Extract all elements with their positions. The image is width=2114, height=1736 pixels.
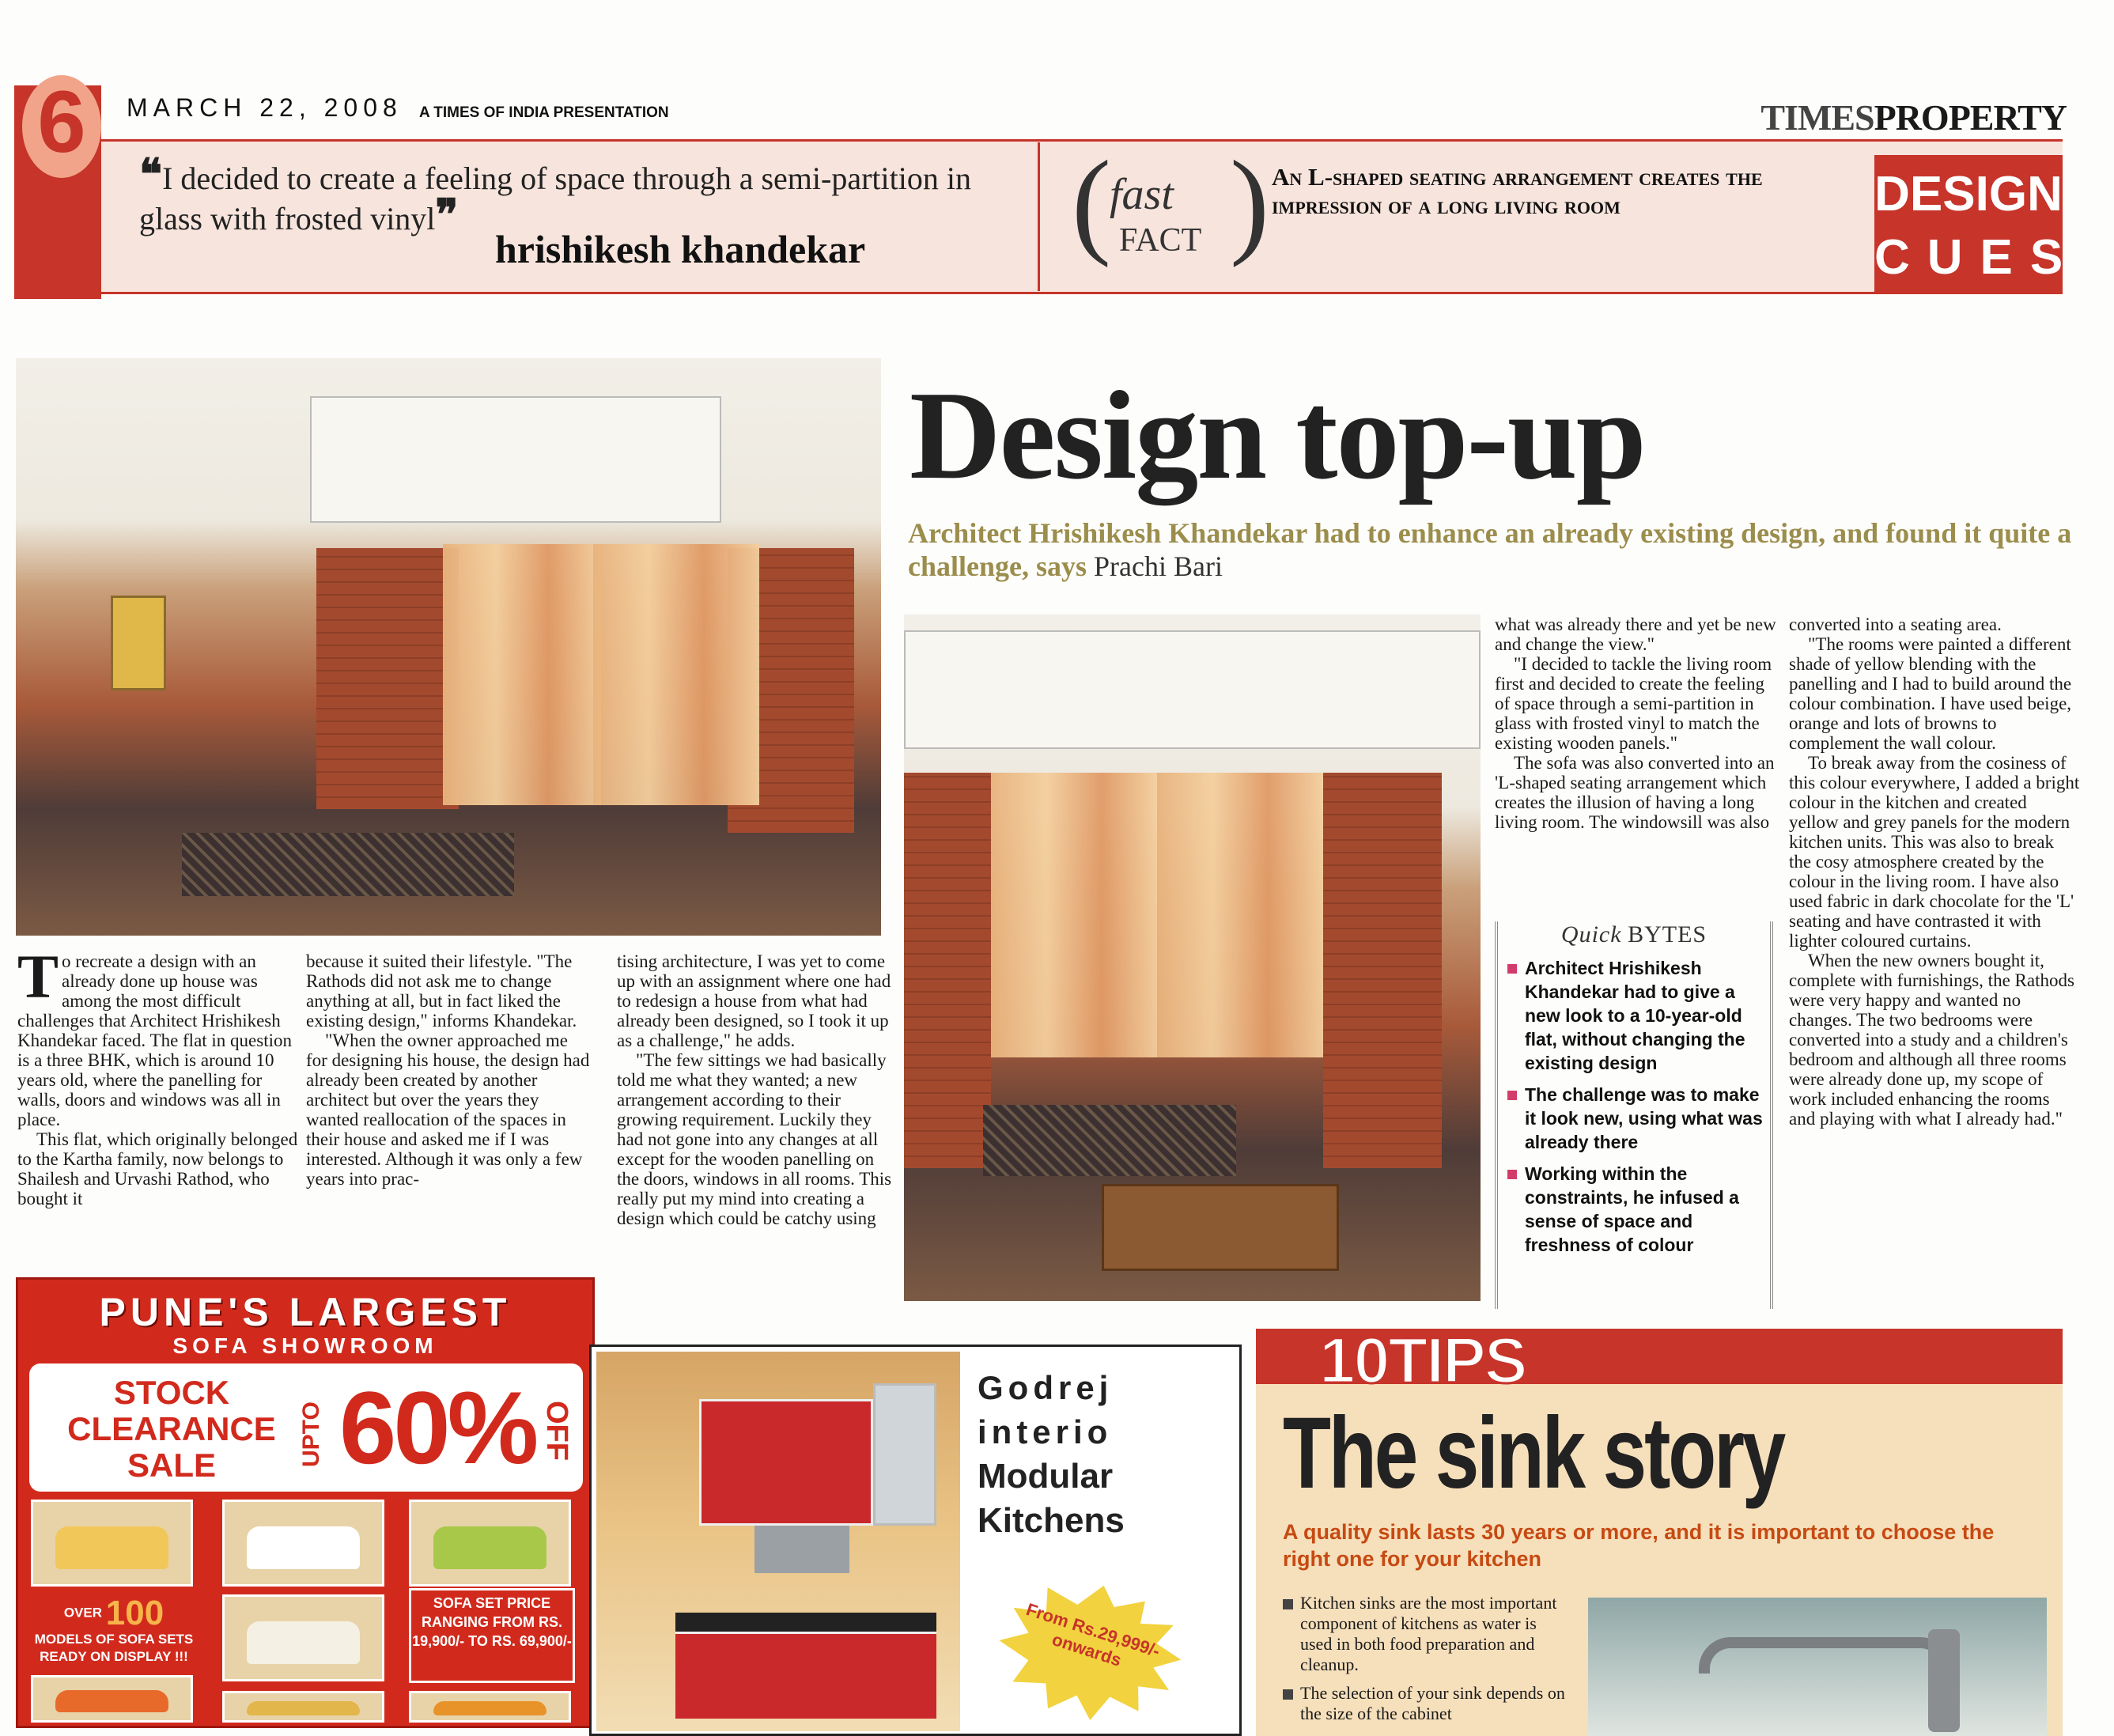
section-word-2: CUES — [1874, 230, 2081, 285]
upper-cabinets — [699, 1399, 873, 1526]
close-quote-icon: ❞ — [435, 191, 459, 239]
quick-word: Quick — [1560, 921, 1622, 947]
pull-quote-author: hrishikesh khandekar — [495, 227, 866, 271]
section-word-1: DESIGN — [1874, 167, 2063, 221]
fact-word: FACT — [1119, 222, 1202, 259]
quick-bytes-item: Architect Hrishikesh Khandekar had to give a new look to a 10-year-old flat, without changing the existing design — [1498, 956, 1770, 1075]
deck-text: Architect Hrishikesh Khandekar had to enhance an already existing design, and found it quite a challenge, says — [908, 517, 2072, 582]
byline: Prachi Bari — [1094, 550, 1223, 582]
product-line: Modular — [978, 1457, 1114, 1496]
paragraph: "When the owner approached me for designing his house, the design had already been created by another architect but over the years they wanted reallocation of the spaces in their house and asked me if I was interested. Although it was only a few years into prac- — [306, 1031, 590, 1189]
coffee-table — [1102, 1184, 1339, 1271]
sofa-showroom-ad — [16, 1277, 595, 1728]
paragraph: When the new owners bought it, complete with furnishings, the Rathods were very happy and wanted no changes. The two bedrooms were converted into a study and a children's bedroom and although all three rooms were already done up, my scope of work included enhancing the rooms and playing with what I already had." — [1789, 951, 2074, 1129]
sofa-thumbnail — [409, 1500, 571, 1587]
ad-subhead: SOFA SHOWROOM — [172, 1333, 438, 1358]
godrej-kitchen-ad — [589, 1345, 1242, 1736]
curtain — [991, 773, 1157, 1057]
discount-percent: 60% — [339, 1370, 536, 1485]
sofa-thumbnail — [222, 1500, 384, 1587]
paragraph: "The few sittings we had basically told me what they wanted; a new arrangement according to their growing requirement. Luckily they had not gone into any changes at all except for the wooden panelling on the doors, windows in all rooms. This really put my mind into creating a design which could be catchy using — [617, 1050, 892, 1228]
paragraph: "The rooms were painted a different shade of yellow blending with the panelling and I had to build around the colour combination. I have used beige, orange and lots of browns to complement the wall colour. — [1789, 634, 2072, 753]
wood-panel — [1323, 773, 1442, 1168]
fast-fact-text: An L-shaped seating arrangement creates the impression of a long living room — [1272, 163, 1763, 219]
pull-quote — [139, 151, 1009, 239]
paragraph: tising architecture, I was yet to come up with an assignment where one had to redesign a house from what had already been designed, so I took it up as a challenge," he adds. — [617, 951, 891, 1050]
quick-bytes-item: The challenge was to make it look new, using what was already there — [1498, 1083, 1770, 1154]
brand-times: TIMES — [1760, 97, 1874, 138]
paragraph: what was already there and yet be new and change the view." — [1495, 615, 1776, 654]
tip-bullet: The selection of your sink depends on the size of the cabinet — [1283, 1683, 1568, 1724]
wall-painting — [111, 596, 166, 690]
sale-text: STOCK CLEARANCE SALE — [67, 1374, 276, 1484]
kitchen-photo — [596, 1352, 960, 1731]
ad-headline: PUNE'S LARGEST — [99, 1290, 512, 1334]
fast-word: fast — [1110, 170, 1174, 219]
living-room-photo-2 — [904, 615, 1481, 1301]
living-room-photo-1 — [16, 358, 881, 936]
article-col-3 — [617, 951, 894, 1228]
presentation-label: A TIMES OF INDIA PRESENTATION — [419, 104, 669, 121]
tips-deck — [1283, 1519, 2058, 1572]
tips-box — [1256, 1325, 2063, 1736]
paragraph: because it suited their lifestyle. "The Rathods did not ask me to change anything at all, but in fact liked the existing design," informs Khandekar. — [306, 951, 577, 1031]
sofa — [182, 833, 514, 896]
paragraph: o recreate a design with an already done up house was among the most difficult challenges that Architect Hrishikesh Khandekar faced. The flat in question is a three BHK, which is around 10 years old, where the panelling for walls, doors and windows was all in place. — [17, 951, 292, 1129]
brand-logo — [1760, 96, 2067, 138]
sofa — [983, 1105, 1236, 1176]
chimney-hood — [754, 1526, 849, 1573]
article-col-1 — [17, 942, 304, 1208]
upto-text: UPTO — [298, 1401, 324, 1468]
tips-deck-text: A quality sink lasts 30 years or more, and it is important to choose the — [1283, 1520, 1995, 1544]
curtain — [1157, 773, 1323, 1057]
tips-word: TIPS — [1388, 1325, 1526, 1397]
pull-quote-text: I decided to create a feeling of space through a semi-partition in glass with frosted vinyl — [139, 161, 971, 236]
fast-fact-label — [1072, 137, 1269, 282]
bytes-word: BYTES — [1628, 921, 1707, 947]
ad-brand-text — [978, 1366, 1231, 1543]
sofa-thumbnail — [222, 1691, 384, 1723]
quick-bytes-box — [1495, 921, 1773, 1309]
tips-label — [1319, 1324, 1526, 1398]
sofa-thumbnail — [409, 1691, 571, 1723]
headline: Design top-up — [910, 365, 1645, 505]
sofa-thumbnail — [222, 1594, 384, 1681]
brand-line: interio — [978, 1413, 1113, 1450]
sale-box — [29, 1363, 583, 1492]
article-col-5 — [1789, 615, 2080, 1129]
price-range: SOFA SET PRICE RANGING FROM RS. 19,900/- TO RS. 69,900/- — [409, 1588, 575, 1683]
tap-body — [1928, 1629, 1960, 1732]
tips-deck-end: right one for your kitchen — [1283, 1547, 1542, 1571]
section-badge — [1874, 155, 2081, 294]
open-quote-icon: ❝ — [139, 151, 163, 199]
tap-spout — [1699, 1637, 1952, 1674]
wood-panel — [316, 548, 459, 809]
quick-bytes-item: Working within the constraints, he infused a sense of space and freshness of colour — [1498, 1162, 1770, 1257]
starting-price: From Rs.29,999/- onwards — [1023, 1599, 1163, 1670]
cabinet-shape — [310, 396, 721, 523]
tips-title: The sink story — [1283, 1397, 1784, 1510]
cabinet-shape — [904, 630, 1481, 749]
models-callout — [31, 1596, 197, 1666]
brand-line: Godrej — [978, 1369, 1114, 1406]
paren-left-icon: ( — [1072, 137, 1111, 268]
issue-date: MARCH 22, 2008 — [127, 93, 403, 122]
curtain — [443, 544, 601, 805]
glass-cabinet — [873, 1383, 936, 1526]
band-divider — [1038, 142, 1040, 291]
sofa-thumbnail — [31, 1675, 193, 1723]
paragraph: To break away from the cosiness of this colour everywhere, I added a bright colour in the kitchen and created yellow and grey panels for the modern kitchen units. This was also to break the cosy atmosphere created by the colour in the living room. I have also used fabric in dark chocolate for the 'L' seating and have contrasted it with lighter coloured curtains. — [1789, 753, 2080, 951]
product-line: Kitchens — [978, 1501, 1125, 1540]
paragraph: This flat, which originally belonged to the Kartha family, now belongs to Shailesh and Urvashi Rathod, who bought it — [17, 1129, 298, 1208]
article-col-2 — [306, 951, 592, 1189]
paragraph: "I decided to tackle the living room first and decided to create the feeling of space through a semi-partition in glass with frosted vinyl to match the existing wooden panels." — [1495, 654, 1772, 753]
off-text: OFF — [540, 1401, 573, 1461]
page-number: 6 — [22, 75, 101, 178]
models-count: 100 — [105, 1594, 165, 1632]
deck — [908, 516, 2094, 583]
tips-number: 10 — [1319, 1325, 1389, 1397]
sink-tap-photo — [1588, 1598, 2047, 1736]
article-col-4 — [1495, 615, 1778, 832]
tip-bullet: Kitchen sinks are the most important component of kitchens as water is used in both food preparation and cleanup. — [1283, 1593, 1568, 1675]
models-text: MODELS OF SOFA SETS READY ON DISPLAY !!! — [34, 1632, 194, 1664]
drop-cap: T — [17, 942, 59, 1011]
paren-right-icon: ) — [1230, 137, 1269, 268]
wood-panel — [904, 773, 991, 1168]
countertop — [675, 1613, 936, 1632]
paragraph: The sofa was also converted into an 'L-shaped seating arrangement which creates the illusion of having a long living room. The windowsill was also — [1495, 753, 1775, 832]
curtain — [593, 544, 759, 805]
paragraph: converted into a seating area. — [1789, 615, 2002, 634]
sofa-thumbnail — [31, 1500, 193, 1587]
base-cabinets — [675, 1632, 936, 1719]
quick-bytes-title — [1498, 921, 1770, 956]
over-text: OVER — [63, 1605, 103, 1621]
brand-property: PROPERTY — [1874, 97, 2067, 138]
